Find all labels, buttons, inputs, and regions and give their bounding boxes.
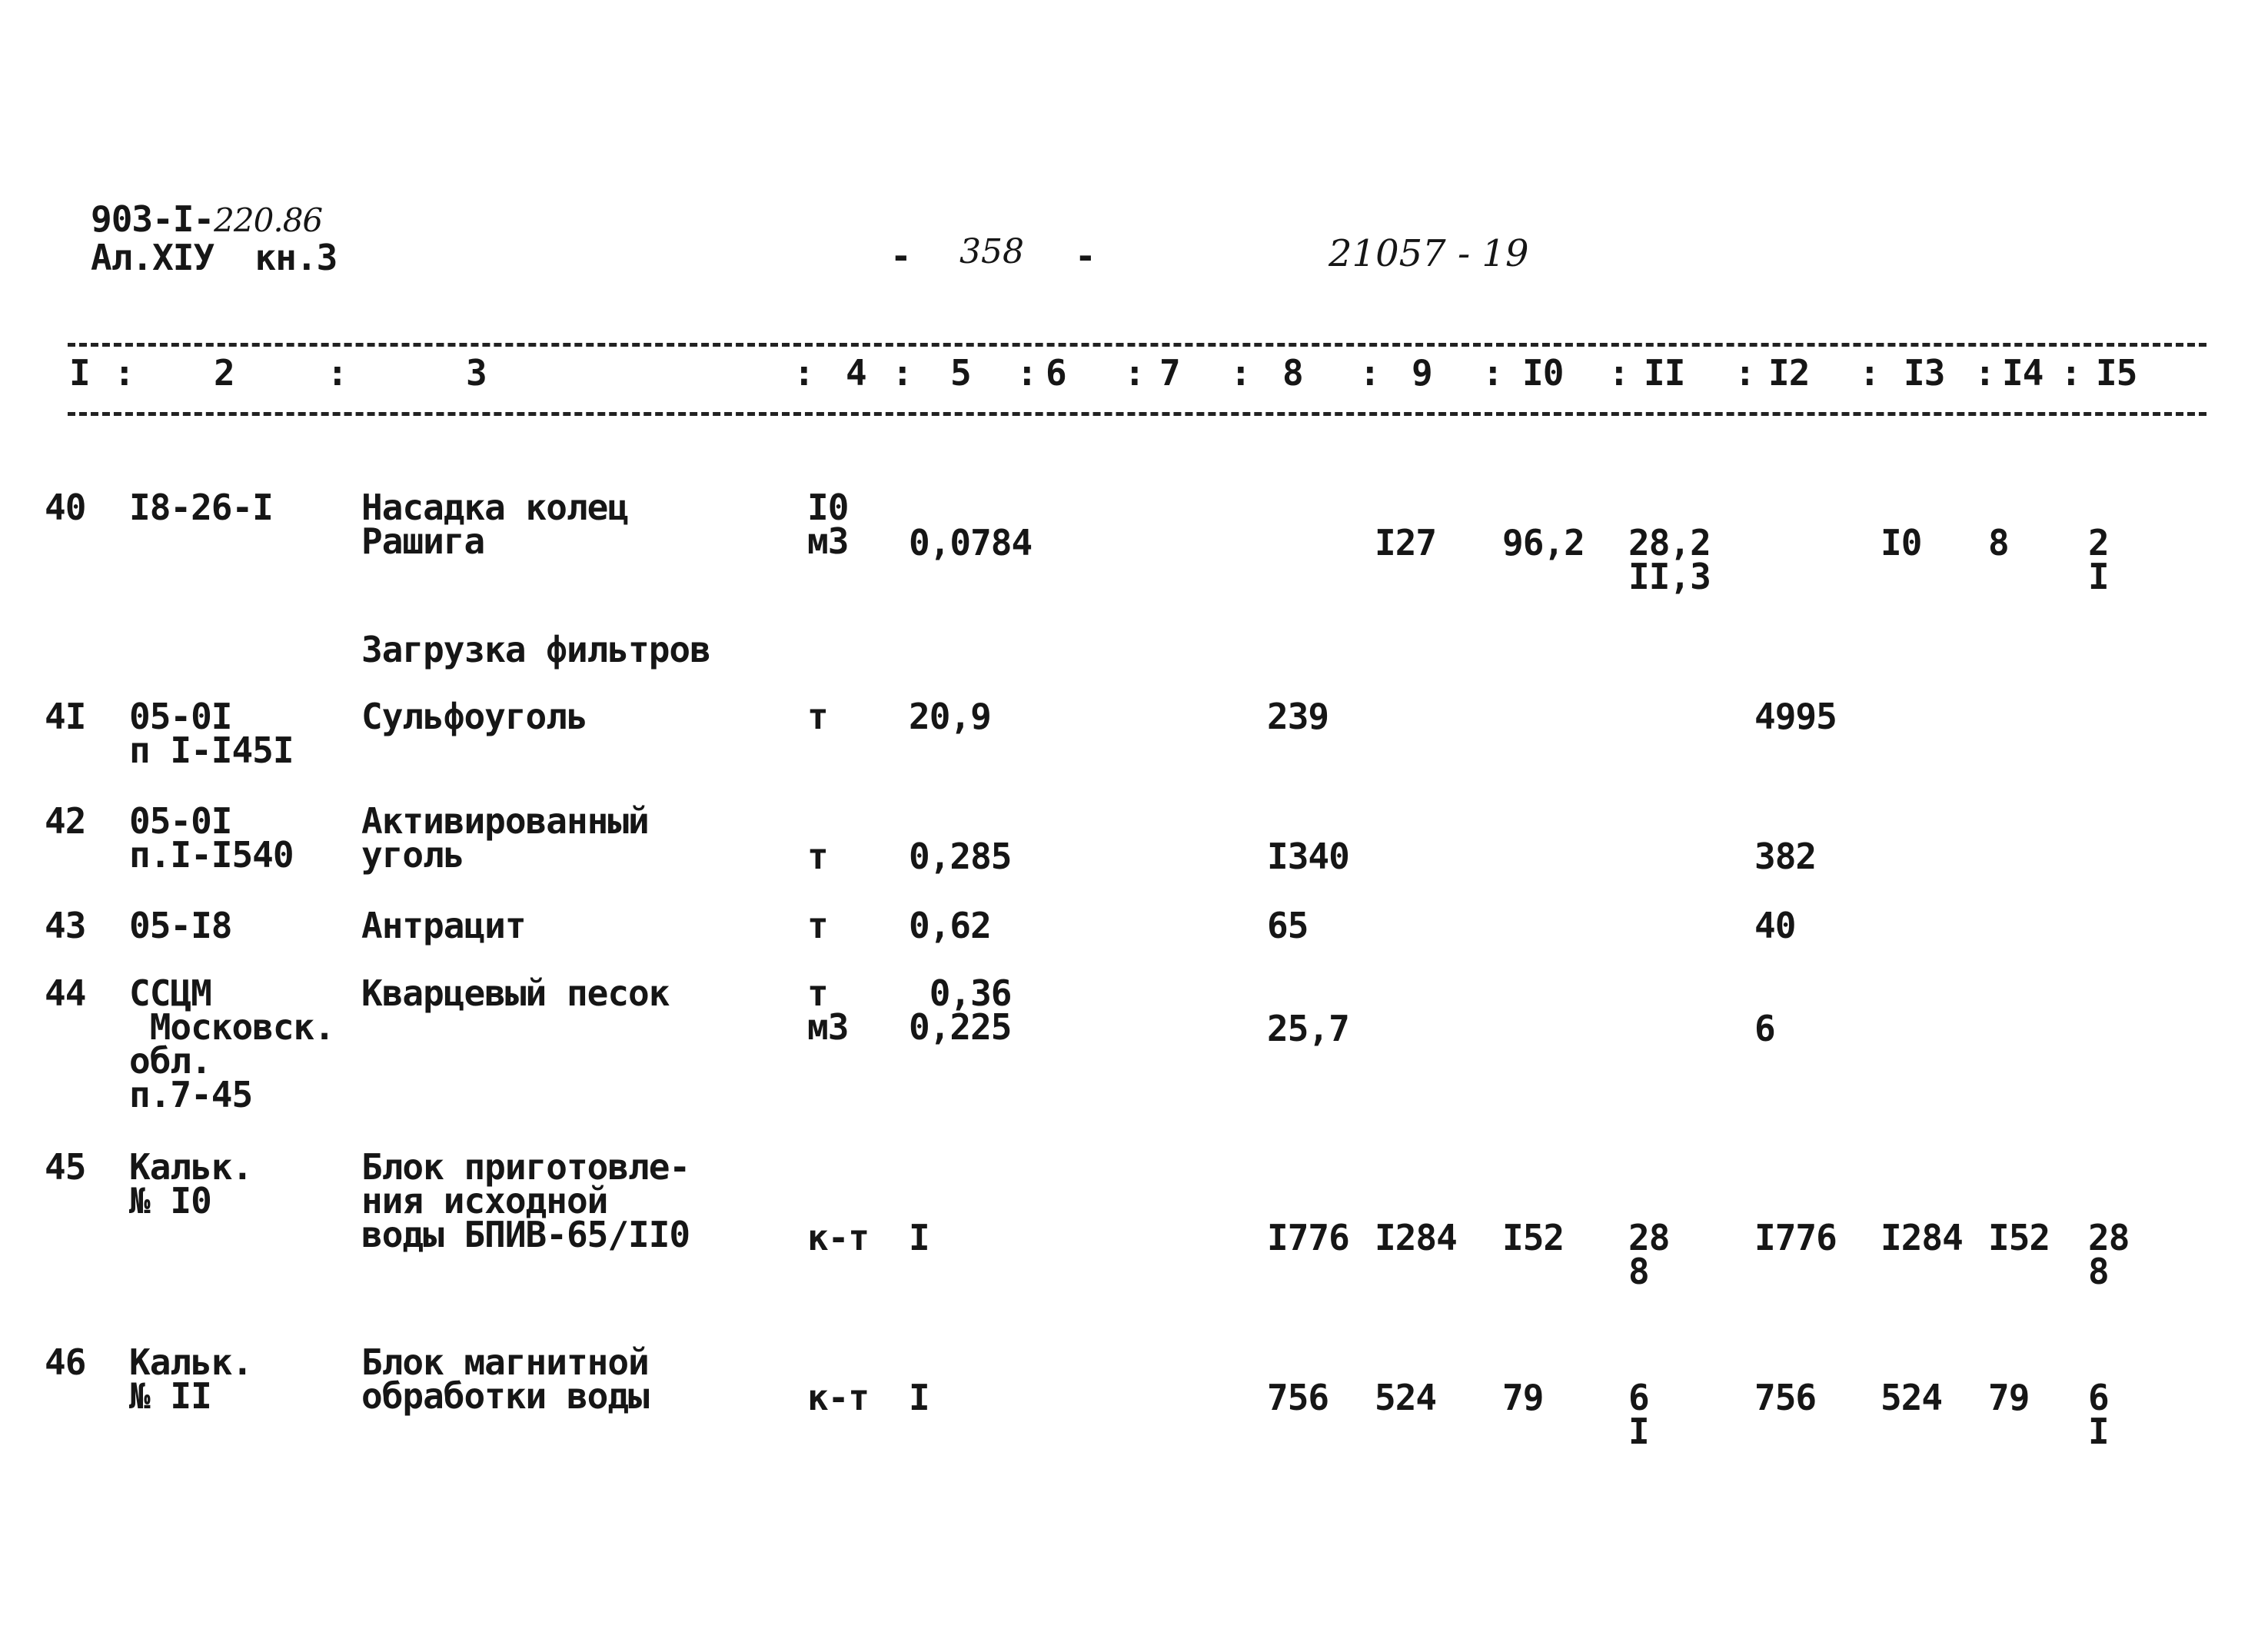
column-header-9: 9: [1412, 352, 1432, 394]
cell-c10: 79: [1502, 1377, 1544, 1418]
cell-num: 45: [45, 1146, 86, 1188]
column-separator: :: [114, 352, 135, 394]
cell-name: Блок приготовле- ния исходной воды БПИВ-65/II0: [361, 1146, 690, 1255]
cell-c12: 6: [1754, 1008, 1775, 1049]
cell-c12: 40: [1754, 905, 1796, 946]
cell-unit: к-т: [807, 1217, 870, 1258]
cell-c14: 79: [1988, 1377, 2030, 1418]
document-number: 21057 - 19: [1329, 232, 1529, 275]
cell-c9: I27: [1375, 522, 1437, 563]
cell-qty: 0,36 0,225: [909, 972, 1012, 1048]
cell-c15: 2 I: [2088, 522, 2109, 597]
column-separator: :: [1859, 352, 1880, 394]
column-separator: :: [1734, 352, 1755, 394]
column-header-11: II: [1644, 352, 1685, 394]
page-dash-left: -: [890, 235, 911, 277]
cell-name: Блок магнитной обработки воды: [361, 1341, 649, 1417]
cell-code: 05-0I п.I-I540: [129, 800, 294, 876]
cell-name: Насадка колец Рашига: [361, 487, 629, 562]
cell-unit: т: [807, 696, 828, 737]
cell-qty: I: [909, 1377, 929, 1418]
cell-c15: 6 I: [2088, 1377, 2109, 1452]
cell-name: Сульфоуголь: [361, 696, 587, 737]
cell-c13: I284: [1881, 1217, 1963, 1258]
cell-c10: 96,2: [1502, 522, 1585, 563]
section-heading: Загрузка фильтров: [361, 629, 710, 670]
column-separator: :: [1359, 352, 1380, 394]
cell-c8: 25,7: [1267, 1008, 1349, 1049]
cell-num: 40: [45, 487, 86, 528]
cell-num: 4I: [45, 696, 86, 737]
cell-unit: к-т: [807, 1377, 870, 1418]
cell-code: ССЦМ Московск. обл. п.7-45: [129, 972, 334, 1115]
album-reference: Ал.XIУ кн.3: [91, 237, 338, 278]
cell-code: 05-I8: [129, 905, 232, 946]
cell-num: 44: [45, 972, 86, 1014]
header-top-rule: [68, 343, 2206, 347]
cell-c12: 4995: [1754, 696, 1837, 737]
cell-qty: 0,62: [909, 905, 991, 946]
cell-qty: I: [909, 1217, 929, 1258]
column-separator: :: [793, 352, 814, 394]
cell-c10: I52: [1502, 1217, 1565, 1258]
column-separator: :: [1230, 352, 1251, 394]
document-code-handwritten: 220.86: [214, 201, 323, 239]
cell-unit: I0 м3: [807, 487, 849, 562]
cell-qty: 0,0784: [909, 522, 1033, 563]
cell-c14: I52: [1988, 1217, 2050, 1258]
column-header-5: 5: [950, 352, 971, 394]
cell-c15: 28 8: [2088, 1217, 2130, 1292]
cell-c8: I340: [1267, 836, 1349, 877]
column-separator: :: [1608, 352, 1629, 394]
cell-c9: 524: [1375, 1377, 1437, 1418]
cell-c12: 382: [1754, 836, 1817, 877]
document-code: [91, 198, 323, 240]
cell-c8: 65: [1267, 905, 1309, 946]
cell-c8: 756: [1267, 1377, 1329, 1418]
cell-code: Кальк. № I0: [129, 1146, 253, 1222]
cell-code: 05-0I п I-I45I: [129, 696, 294, 771]
document-code-printed: 903-I-: [91, 198, 214, 240]
column-header-4: 4: [846, 352, 866, 394]
cell-c12: I776: [1754, 1217, 1837, 1258]
column-header-15: I5: [2096, 352, 2137, 394]
cell-c13: I0: [1881, 522, 1922, 563]
column-separator: :: [327, 352, 348, 394]
column-header-2: 2: [214, 352, 234, 394]
cell-code: Кальк. № II: [129, 1341, 253, 1417]
column-header-1: I: [69, 352, 90, 394]
column-header-6: 6: [1046, 352, 1066, 394]
cell-c14: 8: [1988, 522, 2009, 563]
cell-c12: 756: [1754, 1377, 1817, 1418]
cell-unit: т: [807, 836, 828, 877]
column-separator: :: [2060, 352, 2081, 394]
column-header-14: I4: [2002, 352, 2043, 394]
column-separator: :: [1016, 352, 1037, 394]
cell-name: Кварцевый песок: [361, 972, 670, 1014]
cell-c11: 28,2 II,3: [1628, 522, 1711, 597]
column-separator: :: [1482, 352, 1503, 394]
cell-c13: 524: [1881, 1377, 1943, 1418]
column-header-13: I3: [1904, 352, 1945, 394]
column-header-3: 3: [466, 352, 487, 394]
column-separator: :: [892, 352, 913, 394]
cell-c8: I776: [1267, 1217, 1349, 1258]
cell-c9: I284: [1375, 1217, 1457, 1258]
cell-qty: 20,9: [909, 696, 991, 737]
cell-name: Антрацит: [361, 905, 526, 946]
cell-c8: 239: [1267, 696, 1329, 737]
column-header-12: I2: [1768, 352, 1810, 394]
cell-c11: 6 I: [1628, 1377, 1649, 1452]
cell-c11: 28 8: [1628, 1217, 1670, 1292]
cell-name: Активированный уголь: [361, 800, 649, 876]
column-separator: :: [1974, 352, 1995, 394]
column-header-10: I0: [1522, 352, 1564, 394]
cell-num: 43: [45, 905, 86, 946]
column-header-8: 8: [1282, 352, 1303, 394]
cell-qty: 0,285: [909, 836, 1012, 877]
cell-num: 46: [45, 1341, 86, 1383]
page-dash-right: -: [1075, 235, 1096, 277]
cell-unit: т м3: [807, 972, 849, 1048]
column-separator: :: [1124, 352, 1145, 394]
cell-unit: т: [807, 905, 828, 946]
cell-code: I8-26-I: [129, 487, 273, 528]
header-bottom-rule: [68, 412, 2206, 416]
column-header-7: 7: [1159, 352, 1180, 394]
page-number: 358: [959, 232, 1024, 271]
cell-num: 42: [45, 800, 86, 842]
